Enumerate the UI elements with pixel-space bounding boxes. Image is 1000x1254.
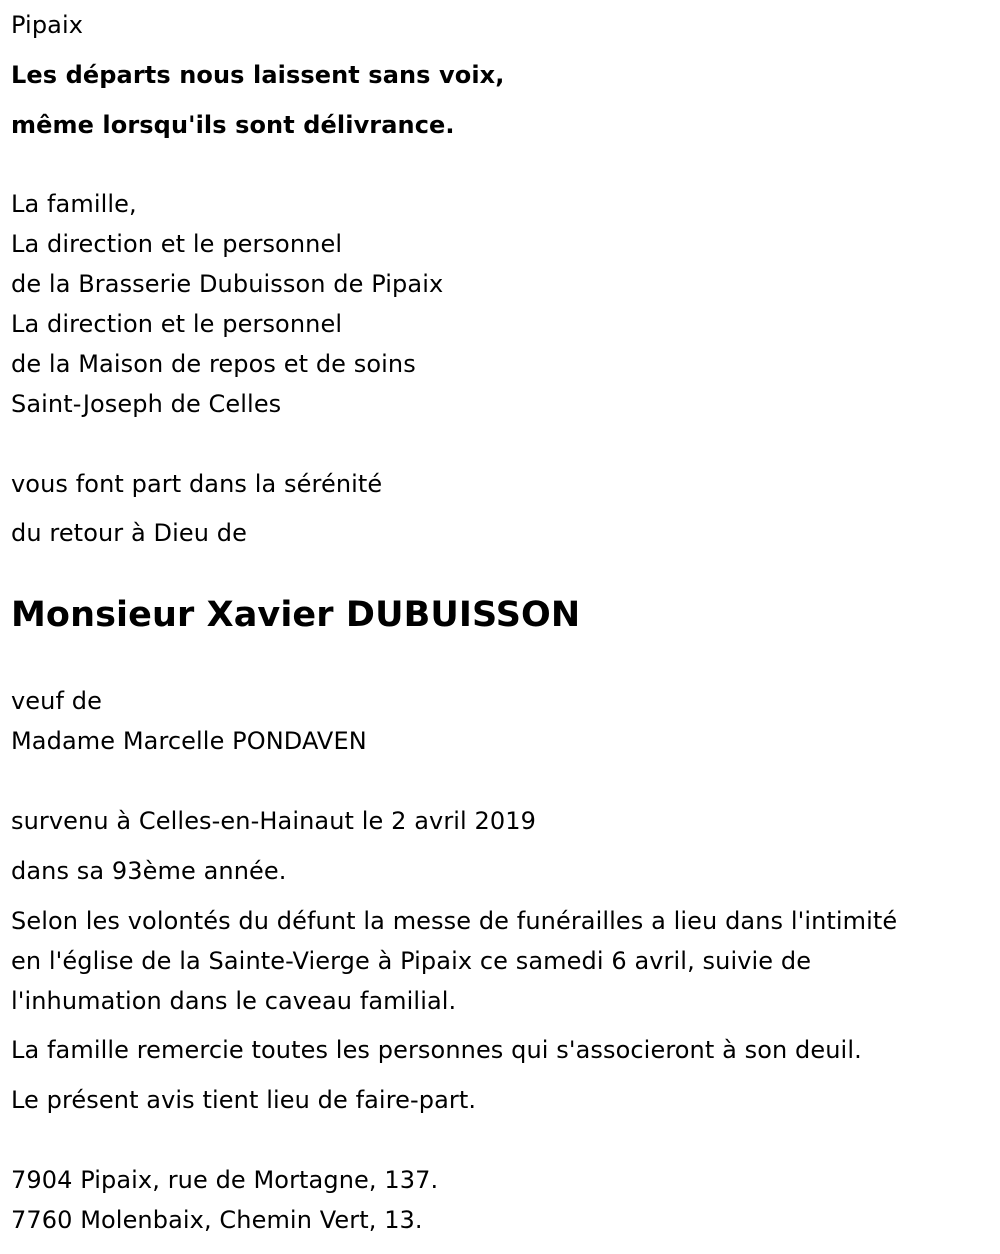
notice-text: Le présent avis tient lieu de faire-part. <box>11 1086 477 1114</box>
quote-line-2: même lorsqu'ils sont délivrance. <box>11 111 455 139</box>
funeral-line-1: Selon les volontés du défunt la messe de funérailles a lieu dans l'intimité <box>11 907 898 935</box>
quote-line-1: Les départs nous laissent sans voix, <box>11 61 505 89</box>
announcer-line-6: Saint-Joseph de Celles <box>11 390 282 418</box>
announcer-line-1: La famille, <box>11 190 137 218</box>
death-details: survenu à Celles-en-Hainaut le 2 avril 2019 <box>11 807 537 835</box>
town-heading: Pipaix <box>11 11 84 39</box>
announcer-line-2: La direction et le personnel <box>11 230 343 258</box>
funeral-line-2: en l'église de la Sainte-Vierge à Pipaix ce samedi 6 avril, suivie de <box>11 947 812 975</box>
funeral-line-3: l'inhumation dans le caveau familial. <box>11 987 457 1015</box>
announcer-line-3: de la Brasserie Dubuisson de Pipaix <box>11 270 444 298</box>
deceased-name: Monsieur Xavier DUBUISSON <box>11 595 581 635</box>
address-1: 7904 Pipaix, rue de Mortagne, 137. <box>11 1166 439 1194</box>
spouse-name: Madame Marcelle PONDAVEN <box>11 727 367 755</box>
relation-text: veuf de <box>11 687 102 715</box>
announcer-line-5: de la Maison de repos et de soins <box>11 350 416 378</box>
intro-line-2: du retour à Dieu de <box>11 519 247 547</box>
address-2: 7760 Molenbaix, Chemin Vert, 13. <box>11 1206 423 1234</box>
announcer-line-4: La direction et le personnel <box>11 310 343 338</box>
age-details: dans sa 93ème année. <box>11 857 287 885</box>
thanks-text: La famille remercie toutes les personnes qui s'associeront à son deuil. <box>11 1036 862 1064</box>
intro-line-1: vous font part dans la sérénité <box>11 470 383 498</box>
